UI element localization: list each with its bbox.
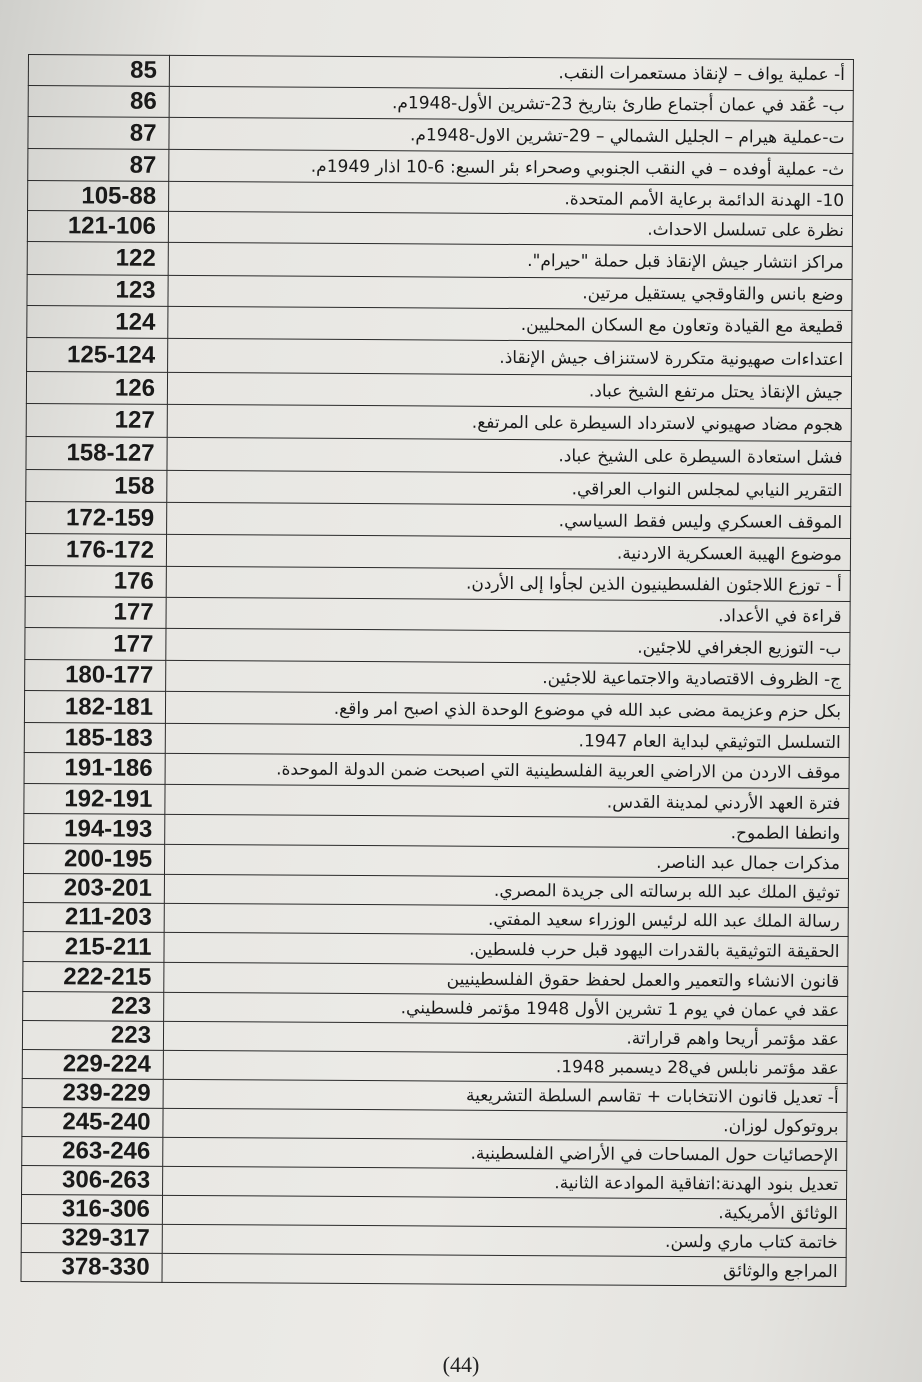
toc-page-range: 87 (28, 149, 169, 182)
toc-entry-title: ب- التوزيع الجغرافي للاجئين. (166, 628, 850, 664)
toc-page-range: 245-240 (22, 1107, 163, 1137)
toc-row (26, 469, 851, 506)
toc-entry-title: هجوم مضاد صهيوني لاسترداد السيطرة على المرتفع. (167, 404, 851, 441)
toc-entry-title: وانطفا الطموح. (165, 814, 849, 848)
toc-row (21, 1194, 846, 1228)
toc-page-range: 378-330 (21, 1252, 162, 1282)
toc-entry-title: أ- عملية يواف – لإنقاذ مستعمرات النقب. (169, 55, 853, 90)
toc-page-range: 191-186 (24, 752, 165, 784)
toc-entry-title: فترة العهد الأردني لمدينة القدس. (165, 784, 849, 818)
toc-row (24, 690, 849, 727)
toc-page-range: 211-203 (23, 902, 164, 932)
toc-page-range: 306-263 (22, 1165, 163, 1195)
toc-row (24, 752, 849, 788)
toc-row (22, 1020, 847, 1054)
toc-row (27, 274, 852, 310)
toc-entry-title: فشل استعادة السيطرة على الشيخ عباد. (167, 437, 851, 474)
toc-row (22, 1049, 847, 1083)
toc-page-range: 316-306 (21, 1194, 162, 1224)
toc-entry-title: الموقف العسكري وليس فقط السياسي. (167, 502, 851, 538)
table-of-contents (20, 54, 853, 1287)
toc-row (22, 1136, 847, 1170)
toc-body (21, 55, 853, 1287)
toc-entry-title: عقد مؤتمر نابلس في28 ديسمبر 1948. (163, 1050, 847, 1083)
toc-page-range: 125-124 (27, 337, 168, 372)
toc-page-range: 229-224 (22, 1049, 163, 1079)
toc-page-range: 121-106 (27, 211, 168, 243)
toc-page-range: 85 (28, 55, 169, 87)
toc-row (22, 1165, 847, 1199)
toc-entry-title: خاتمة كتاب ماري ولسن. (162, 1224, 846, 1257)
toc-entry-title: رسالة الملك عبد الله لرئيس الوزراء سعيد المفتي. (164, 903, 848, 936)
toc-entry-title: موضوع الهيبة العسكرية الاردنية. (166, 534, 850, 570)
toc-row (27, 241, 852, 279)
toc-entry-title: 10- الهدنة الدائمة برعاية الأمم المتحدة. (169, 181, 853, 215)
toc-entry-title: اعتداءات صهيونية متكررة لاستنزاف جيش الإنقاذ. (168, 338, 852, 376)
toc-page-range: 177 (25, 596, 166, 628)
toc-page-range: 105-88 (28, 181, 169, 212)
toc-entry-title: المراجع والوثائق (162, 1253, 846, 1286)
toc-page-range: 158-127 (26, 436, 167, 470)
toc-page-range: 176 (25, 565, 166, 597)
toc-page-range: 185-183 (24, 722, 165, 753)
toc-entry-title: ج- الظروف الاقتصادية والاجتماعية للاجئين. (166, 660, 850, 695)
toc-entry-title: التسلسل التوثيقي لبداية العام 1947. (165, 723, 849, 757)
toc-entry-title: الحقيقة التوثيقية بالقدرات اليهود قبل حرب فلسطين. (164, 932, 848, 966)
toc-entry-title: بروتوكول لوزان. (163, 1108, 847, 1141)
toc-entry-title: قطيعة مع القيادة وتعاون مع السكان المحليين. (168, 306, 852, 342)
toc-page-range: 223 (23, 991, 164, 1021)
toc-entry-title: الإحصائيات حول المساحات في الأراضي الفلسطينية. (163, 1137, 847, 1170)
toc-row (25, 533, 850, 570)
toc-page-range: 172-159 (26, 501, 167, 534)
toc-page-range: 180-177 (25, 659, 166, 691)
toc-row (28, 117, 853, 154)
page-number: (44) (442, 1352, 480, 1377)
toc-entry-title: جيش الإنقاذ يحتل مرتفع الشيخ عباد. (167, 372, 851, 408)
toc-entry-title: ب- عُقد في عمان أجتماع طارئ بتاريخ 23-تشرين الأول-1948م. (169, 86, 853, 121)
toc-page-range: 126 (26, 371, 167, 404)
toc-entry-title: تعديل بنود الهدنة:اتفاقية الموادعة الثانية. (163, 1166, 847, 1199)
toc-row (25, 659, 850, 695)
toc-page-range: 177 (25, 627, 166, 660)
toc-entry-title: ت-عملية هيرام – الجليل الشمالي – 29-تشرين الاول-1948م. (169, 117, 853, 153)
toc-page-range: 123 (27, 274, 168, 306)
toc-entry-title: ث- عملية أوفده – في النقب الجنوبي وصحراء بئر السبع: 6-10 اذار 1949م. (169, 149, 853, 185)
toc-row (26, 436, 851, 474)
toc-entry-title: عقد في عمان في يوم 1 تشرين الأول 1948 مؤتمر فلسطيني. (164, 992, 848, 1025)
toc-row (21, 1223, 846, 1257)
toc-page-range: 124 (27, 305, 168, 338)
toc-row (28, 55, 853, 91)
toc-entry-title: التقرير النيابي لمجلس النواب العراقي. (167, 470, 851, 506)
toc-page-range: 215-211 (23, 931, 164, 962)
toc-row (27, 211, 852, 247)
toc-row (25, 627, 850, 664)
toc-page-range: 127 (26, 403, 167, 437)
toc-entry-title: مذكرات جمال عبد الناصر. (164, 844, 848, 878)
toc-entry-title: مراكز انتشار جيش الإنقاذ قبل حملة "حيرام". (168, 242, 852, 279)
toc-page-range: 203-201 (23, 873, 164, 903)
toc-page-range: 223 (22, 1020, 163, 1050)
toc-page-range: 200-195 (23, 843, 164, 874)
toc-page-range: 122 (27, 241, 168, 275)
toc-row (21, 1252, 846, 1286)
toc-row (26, 501, 851, 538)
toc-row (23, 873, 848, 907)
toc-entry-title: قانون الانشاء والتعمير والعمل لحفظ حقوق الفلسطينيين (164, 962, 848, 996)
toc-row (28, 86, 853, 122)
toc-row (27, 337, 852, 376)
toc-entry-title: عقد مؤتمر أريحا واهم قراراتة. (163, 1021, 847, 1054)
toc-entry-title: قراءة في الأعداد. (166, 597, 850, 632)
toc-page-range: 263-246 (22, 1136, 163, 1166)
toc-row (26, 371, 851, 408)
toc-entry-title: وضع بانس والقاوقجي يستقيل مرتين. (168, 275, 852, 310)
toc-page-range: 182-181 (24, 690, 165, 723)
toc-row (27, 305, 852, 342)
toc-page-range: 239-229 (22, 1078, 163, 1108)
toc-entry-title: أ- تعديل قانون الانتخابات + تقاسم السلطة التشريعية (163, 1079, 847, 1112)
toc-entry-title: أ - توزع اللاجئون الفلسطينيون الذين لجأوا إلى الأردن. (166, 566, 850, 601)
toc-row (22, 1107, 847, 1141)
toc-entry-title: موقف الاردن من الاراضي العربية الفلسطينية التي اصبحت ضمن الدولة الموحدة. (165, 753, 849, 788)
toc-entry-title: بكل حزم وعزيمة مضى عبد الله في موضوع الوحدة الذي اصبح امر واقع. (165, 691, 849, 727)
toc-entry-title: الوثائق الأمريكية. (162, 1195, 846, 1228)
toc-page-range: 329-317 (21, 1223, 162, 1253)
toc-row (26, 403, 851, 441)
toc-row (25, 596, 850, 632)
toc-page-range: 86 (28, 86, 169, 118)
toc-page-range: 194-193 (24, 813, 165, 844)
toc-page-range: 158 (26, 469, 167, 502)
toc-row (23, 991, 848, 1025)
toc-row (25, 565, 850, 601)
toc-row (28, 149, 853, 186)
toc-page-range: 87 (28, 117, 169, 150)
toc-page-range: 176-172 (25, 533, 166, 566)
toc-row (23, 902, 848, 936)
toc-entry-title: توثيق الملك عبد الله برسالته الى جريدة المصري. (164, 874, 848, 907)
toc-row (22, 1078, 847, 1112)
toc-entry-title: نظرة على تسلسل الاحداث. (168, 211, 852, 246)
toc-page-range: 192-191 (24, 783, 165, 814)
toc-page-range: 222-215 (23, 961, 164, 992)
